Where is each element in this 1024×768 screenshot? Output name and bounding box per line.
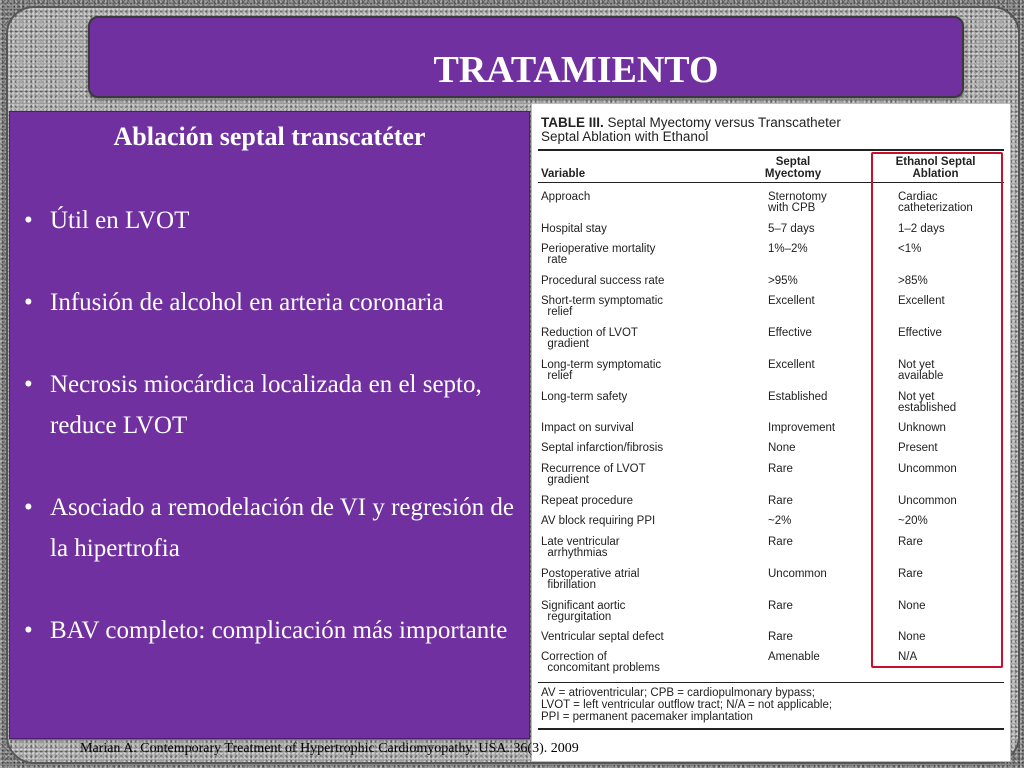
cell-ablation-line: 1–2 days	[898, 223, 945, 235]
cell-variable-line: Short-term symptomatic	[541, 295, 664, 307]
cell-myectomy-line: Excellent	[768, 359, 815, 371]
cell-variable	[541, 464, 761, 486]
cell-variable-line: regurgitation	[541, 611, 612, 623]
cell-variable-line: relief	[541, 306, 573, 318]
cell-variable-line: Late ventricular	[541, 536, 620, 548]
bullet-item	[24, 282, 514, 323]
cell-variable	[541, 192, 761, 203]
header-variable: Variable	[541, 168, 586, 180]
cell-variable-line: gradient	[541, 474, 589, 486]
bullet-dot-icon: •	[24, 289, 33, 316]
cell-myectomy-line: Rare	[768, 600, 793, 612]
cell-variable-line: Perioperative mortality	[541, 243, 656, 255]
cell-variable-line: gradient	[541, 338, 589, 350]
cell-ablation-line: Rare	[898, 536, 923, 548]
bullet-item	[24, 487, 514, 569]
header-myectomy-line2: Myectomy	[764, 168, 822, 180]
cell-variable	[541, 276, 761, 287]
cell-variable	[541, 443, 761, 454]
table-end-rule	[538, 728, 1004, 730]
header-myectomy	[738, 156, 848, 180]
cell-ablation-line: catheterization	[898, 202, 973, 214]
bullet-text: Asociado a remodelación de VI y regresión de la hipertrofia	[50, 494, 514, 562]
cell-variable-line: Hospital stay	[541, 223, 607, 235]
footnote-line: PPI = permanent pacemaker implantation	[541, 711, 753, 723]
bullet-item	[24, 200, 514, 241]
cell-ablation-line: N/A	[898, 651, 918, 663]
cell-variable	[541, 601, 761, 623]
cell-variable-line: Reduction of LVOT	[541, 327, 638, 339]
bullet-dot-icon: •	[24, 617, 33, 644]
cell-variable	[541, 244, 761, 266]
cell-ablation-line: Excellent	[898, 295, 945, 307]
cell-myectomy-line: Sternotomy	[768, 191, 827, 203]
cell-ablation-line: established	[898, 402, 957, 414]
footnote-line: LVOT = left ventricular outflow tract; N/A = not applicable;	[541, 699, 833, 711]
cell-variable-line: arrhythmias	[541, 547, 608, 559]
header-myectomy-line1: Septal	[775, 156, 811, 168]
left-text-panel	[9, 111, 530, 739]
citation: Marian A. Contemporary Treatment of Hypertrophic Cardiomyopathy. USA. 36(3). 2009	[80, 741, 579, 756]
cell-myectomy-line: None	[768, 442, 796, 454]
table-footnote	[541, 687, 1003, 723]
cell-variable-line: rate	[541, 254, 568, 266]
cell-variable-line: Significant aortic	[541, 600, 626, 612]
cell-myectomy-line: with CPB	[768, 202, 816, 214]
cell-variable-line: Long-term safety	[541, 391, 628, 403]
cell-variable-line: Approach	[541, 191, 591, 203]
header-ablation-line1: Ethanol Septal	[895, 156, 976, 168]
cell-variable-line: Repeat procedure	[541, 495, 634, 507]
header-ablation-line2: Ablation	[912, 168, 959, 180]
cell-ablation-line: Cardiac	[898, 191, 938, 203]
cell-ablation-line: Not yet	[898, 359, 935, 371]
cell-variable	[541, 516, 761, 527]
table-caption-line1: Septal Myectomy versus Transcatheter	[603, 115, 841, 130]
cell-myectomy-line: >95%	[768, 275, 798, 287]
cell-variable	[541, 224, 761, 235]
cell-ablation-line: Uncommon	[898, 463, 957, 475]
cell-ablation-line: None	[898, 631, 926, 643]
cell-variable-line: Postoperative atrial	[541, 568, 640, 580]
title-bar	[88, 16, 964, 98]
cell-ablation-line: None	[898, 600, 926, 612]
cell-variable-line: Septal infarction/fibrosis	[541, 442, 664, 454]
bullet-text: Necrosis miocárdica localizada en el septo, reduce LVOT	[50, 371, 482, 439]
cell-variable-line: Long-term symptomatic	[541, 359, 662, 371]
cell-variable-line: Recurrence of LVOT	[541, 463, 646, 475]
cell-ablation-line: Not yet	[898, 391, 935, 403]
cell-variable	[541, 360, 761, 382]
cell-myectomy-line: Uncommon	[768, 568, 827, 580]
cell-ablation-line: Effective	[898, 327, 942, 339]
cell-myectomy-line: Improvement	[768, 422, 836, 434]
bullet-text: BAV completo: complicación más importante	[50, 617, 508, 644]
cell-ablation-line: Present	[898, 442, 938, 454]
cell-variable-line: relief	[541, 370, 573, 382]
cell-variable	[541, 632, 761, 643]
cell-myectomy-line: ~2%	[768, 515, 792, 527]
cell-variable-line: Procedural success rate	[541, 275, 665, 287]
cell-myectomy-line: Rare	[768, 536, 793, 548]
cell-ablation-line: Unknown	[898, 422, 946, 434]
comparison-table-image	[531, 103, 1011, 762]
table-label: TABLE III.	[541, 115, 604, 130]
cell-ablation-line: Rare	[898, 568, 923, 580]
footnote-line: AV = atrioventricular; CPB = cardiopulmonary bypass;	[541, 687, 815, 699]
cell-ablation-line: <1%	[898, 243, 922, 255]
cell-variable	[541, 496, 761, 507]
cell-myectomy-line: 1%–2%	[768, 243, 808, 255]
cell-myectomy-line: Rare	[768, 463, 793, 475]
table-bottom-rule	[538, 682, 1004, 683]
cell-myectomy-line: Amenable	[768, 651, 820, 663]
table-caption	[541, 116, 1001, 144]
cell-myectomy-line: Rare	[768, 631, 793, 643]
cell-variable	[541, 392, 761, 403]
cell-variable-line: Impact on survival	[541, 422, 634, 434]
slide-title: TRATAMIENTO	[433, 49, 719, 91]
bullet-item	[24, 364, 514, 446]
cell-variable	[541, 296, 761, 318]
cell-ablation-line: >85%	[898, 275, 928, 287]
cell-ablation-line: available	[898, 370, 944, 382]
bullet-dot-icon: •	[24, 207, 33, 234]
bullet-item	[24, 610, 514, 651]
cell-ablation-line: ~20%	[898, 515, 928, 527]
bullet-dot-icon: •	[24, 494, 33, 521]
cell-variable-line: concomitant problems	[541, 662, 660, 674]
cell-myectomy-line: Rare	[768, 495, 793, 507]
panel-heading: Ablación septal transcatéter	[113, 122, 426, 151]
cell-variable-line: Correction of	[541, 651, 607, 663]
cell-variable	[541, 652, 761, 674]
cell-variable-line: fibrillation	[541, 579, 596, 591]
cell-ablation-line: Uncommon	[898, 495, 957, 507]
cell-variable-line: Ventricular septal defect	[541, 631, 664, 643]
cell-myectomy-line: Effective	[768, 327, 812, 339]
table-top-rule	[538, 149, 1004, 151]
bullet-list	[24, 200, 514, 692]
cell-myectomy-line: Established	[768, 391, 828, 403]
bullet-dot-icon: •	[24, 371, 33, 398]
cell-variable	[541, 569, 761, 591]
table-caption-line2: Septal Ablation with Ethanol	[541, 129, 709, 144]
cell-variable	[541, 537, 761, 559]
cell-variable	[541, 328, 761, 350]
bullet-text: Útil en LVOT	[50, 207, 190, 234]
bullet-text: Infusión de alcohol en arteria coronaria	[50, 289, 444, 316]
ablation-highlight-box	[871, 152, 1003, 668]
cell-myectomy-line: 5–7 days	[768, 223, 815, 235]
cell-variable	[541, 423, 761, 434]
cell-myectomy-line: Excellent	[768, 295, 815, 307]
cell-variable-line: AV block requiring PPI	[541, 515, 656, 527]
